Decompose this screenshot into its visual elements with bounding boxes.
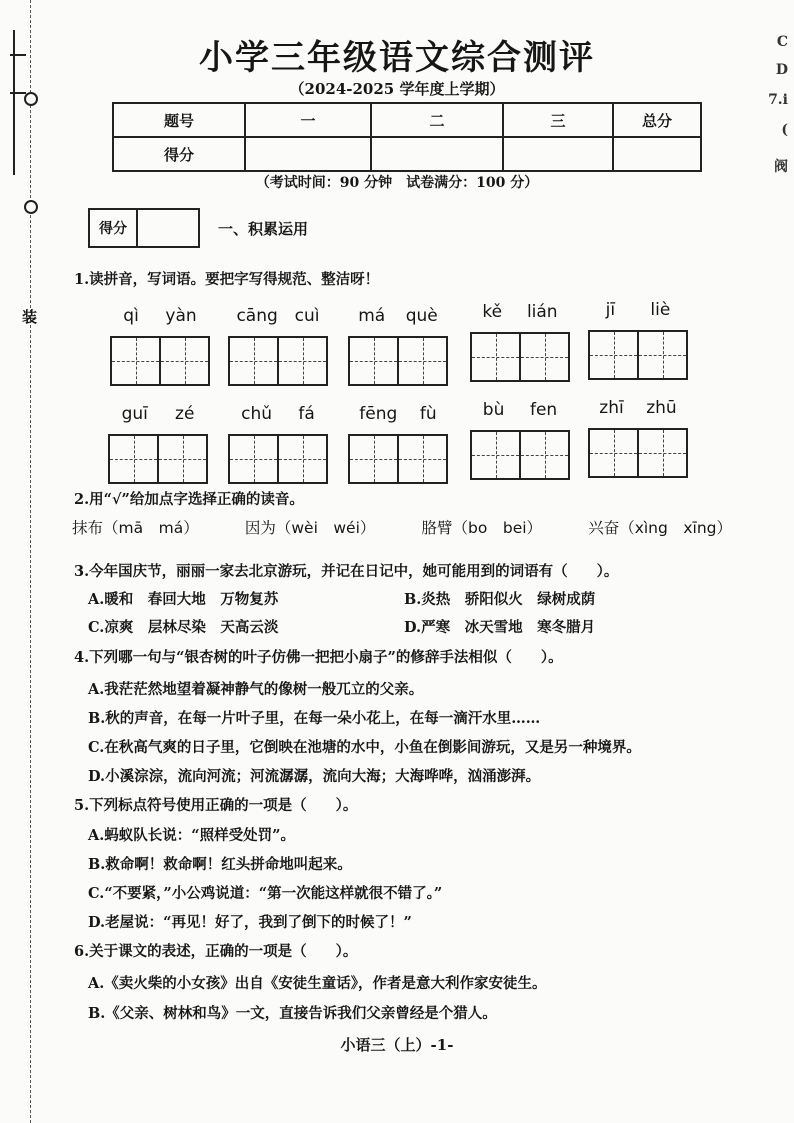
option-c[interactable]: C.“不要紧，”小公鸡说道：“第一次能这样就很不错了。” xyxy=(88,885,443,902)
pinyin-syllable: fù xyxy=(419,404,437,424)
option-b[interactable]: B.炎热 骄阳似火 绿树成荫 xyxy=(404,591,596,608)
target-word: 因为 xyxy=(244,519,276,537)
writing-grid[interactable] xyxy=(470,332,570,382)
target-word: 抹布 xyxy=(72,519,104,537)
writing-grid[interactable] xyxy=(228,434,328,484)
writing-grid[interactable] xyxy=(348,434,448,484)
pinyin-syllable: zhī xyxy=(599,398,624,418)
page-footer: 小语三（上）-1- xyxy=(340,1036,454,1054)
option-d[interactable]: D.小溪淙淙，流向河流；河流潺潺，流向大海；大海哗哗，汹涌澎湃。 xyxy=(88,768,541,785)
pinyin-syllable: fá xyxy=(298,404,315,424)
writing-grid[interactable] xyxy=(108,434,208,484)
binding-hole-icon xyxy=(24,200,38,214)
pinyin-syllable: yàn xyxy=(165,306,197,326)
bleed-text: D xyxy=(775,62,788,78)
page-subtitle: （2024-2025 学年度上学期） xyxy=(289,80,505,98)
score-cell[interactable] xyxy=(503,137,613,171)
score-cell[interactable] xyxy=(371,137,503,171)
target-word: 兴奋 xyxy=(588,519,620,537)
score-table-row-label: 得分 xyxy=(113,137,245,171)
pinyin-syllable: bù xyxy=(482,400,505,420)
option-d[interactable]: D.严寒 冰天雪地 寒冬腊月 xyxy=(404,619,596,636)
reading-options: （wèi wéi） xyxy=(275,519,376,537)
exam-info: （考试时间：90 分钟 试卷满分：100 分） xyxy=(255,175,539,191)
pronunciation-item[interactable] xyxy=(588,516,732,538)
pinyin-syllable: fēng xyxy=(359,404,398,424)
reading-options: （mā má） xyxy=(103,519,199,537)
pronunciation-item[interactable] xyxy=(245,516,376,538)
pinyin-syllable: què xyxy=(405,306,438,326)
pronunciation-item[interactable] xyxy=(422,516,543,538)
pinyin-syllable: cāng xyxy=(236,306,278,326)
score-table xyxy=(112,102,702,172)
pinyin-syllable: guī xyxy=(121,404,148,424)
option-b[interactable]: B.《父亲、树林和鸟》一文，直接告诉我们父亲曾经是个猎人。 xyxy=(88,1005,497,1022)
bleed-text: C xyxy=(776,34,788,50)
binding-char: 装 xyxy=(22,308,38,326)
pinyin-syllable: zhū xyxy=(646,398,677,418)
score-cell[interactable] xyxy=(613,137,701,171)
writing-grid[interactable] xyxy=(588,428,688,478)
option-c[interactable]: C.在秋高气爽的日子里，它倒映在池塘的水中，小鱼在倒影间游玩，又是另一种境界。 xyxy=(88,739,641,756)
writing-grid[interactable] xyxy=(110,336,210,386)
writing-grid[interactable] xyxy=(228,336,328,386)
option-a[interactable]: A.《卖火柴的小女孩》出自《安徒生童话》，作者是意大利作家安徒生。 xyxy=(88,975,547,992)
writing-grid[interactable] xyxy=(470,430,570,480)
bleed-text: ( xyxy=(781,122,788,138)
option-c[interactable]: C.凉爽 层林尽染 天高云淡 xyxy=(88,619,279,636)
question-3-prompt: 3.今年国庆节，丽丽一家去北京游玩，并记在日记中，她可能用到的词语有（ ）。 xyxy=(74,563,619,580)
page-title: 小学三年级语文综合测评 xyxy=(199,38,595,78)
option-a[interactable]: A.我茫茫然地望着凝神静气的像树一般兀立的父亲。 xyxy=(88,681,424,698)
question-5-prompt: 5.下列标点符号使用正确的一项是（ ）。 xyxy=(74,797,358,814)
question-4-prompt: 4.下列哪一句与“银杏树的叶子仿佛一把把小扇子”的修辞手法相似（ ）。 xyxy=(74,649,563,666)
bleed-text: 7.i xyxy=(768,92,788,108)
pinyin-syllable: chǔ xyxy=(241,404,273,424)
score-table-col: 三 xyxy=(503,103,613,137)
pinyin-syllable: cuì xyxy=(294,306,320,326)
pinyin-syllable: fen xyxy=(529,400,558,420)
score-table-row-label: 题号 xyxy=(113,103,245,137)
score-cell[interactable] xyxy=(245,137,371,171)
question-1-prompt: 1.读拼音，写词语。要把字写得规范、整洁呀！ xyxy=(74,271,380,288)
writing-grid[interactable] xyxy=(348,336,448,386)
section-title: 一、积累运用 xyxy=(218,220,309,238)
option-a[interactable]: A.蚂蚁队长说：“照样受处罚”。 xyxy=(88,827,295,844)
pinyin-syllable: liè xyxy=(650,300,671,320)
pronunciation-item[interactable] xyxy=(72,516,199,538)
binding-dashed-line xyxy=(30,0,31,1123)
question-6-prompt: 6.关于课文的表述，正确的一项是（ ）。 xyxy=(74,943,358,960)
writing-grid[interactable] xyxy=(588,330,688,380)
pinyin-syllable: zé xyxy=(175,404,195,424)
reading-options: （bo bei） xyxy=(452,519,543,537)
option-b[interactable]: B.救命啊！救命啊！红头拼命地叫起来。 xyxy=(88,856,352,873)
score-table-col: 二 xyxy=(371,103,503,137)
option-b[interactable]: B.秋的声音，在每一片叶子里，在每一朵小花上，在每一滴汗水里…… xyxy=(88,710,541,727)
section-score-box xyxy=(88,208,200,248)
score-table-col: 一 xyxy=(245,103,371,137)
score-table-col: 总分 xyxy=(613,103,701,137)
option-d[interactable]: D.老屋说：“再见！好了，我到了倒下的时候了！” xyxy=(88,914,412,931)
pronunciation-options xyxy=(72,516,732,538)
section-score-field[interactable] xyxy=(138,210,198,246)
pinyin-syllable: kě xyxy=(482,302,503,322)
pinyin-syllable: má xyxy=(358,306,386,326)
bleed-text: 阀 xyxy=(774,159,788,175)
pinyin-syllable: qì xyxy=(123,306,139,326)
reading-options: （xìng xīng） xyxy=(619,519,732,537)
pinyin-syllable: lián xyxy=(526,302,558,322)
pinyin-syllable: jī xyxy=(605,300,616,320)
option-a[interactable]: A.暖和 春回大地 万物复苏 xyxy=(88,591,279,608)
section-score-label: 得分 xyxy=(90,210,138,246)
question-2-prompt: 2.用“√”给加点字选择正确的读音。 xyxy=(74,491,304,508)
target-word: 胳臂 xyxy=(421,519,453,537)
